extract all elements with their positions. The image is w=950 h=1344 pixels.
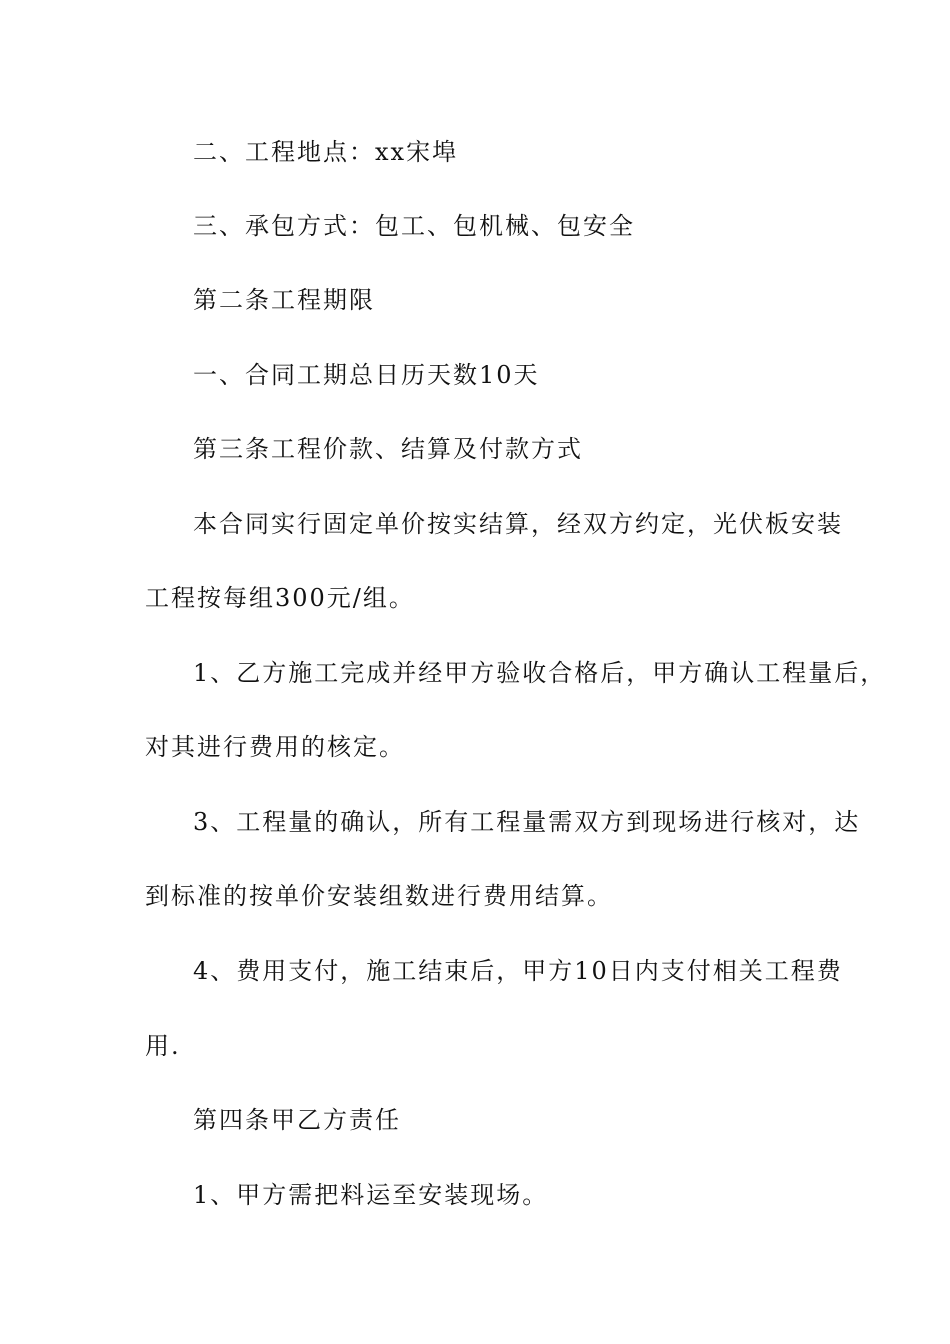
- article-heading-project-period: 第二条工程期限: [193, 286, 375, 314]
- clause-contract-method: 三、承包方式：包工、包机械、包安全: [193, 212, 635, 240]
- clause-project-location: 二、工程地点：xx宋埠: [193, 138, 459, 166]
- article-heading-responsibilities: 第四条甲乙方责任: [193, 1106, 401, 1134]
- item-payment-line1: 4、费用支付，施工结束后，甲方10日内支付相关工程费: [193, 957, 843, 985]
- item-acceptance-line2: 对其进行费用的核定。: [145, 733, 405, 761]
- paragraph-fixed-price-line2: 工程按每组300元/组。: [145, 584, 415, 612]
- item-quantity-confirmation-line1: 3、工程量的确认，所有工程量需双方到现场进行核对，达: [193, 808, 861, 836]
- item-payment-line2: 用.: [145, 1032, 181, 1060]
- article-heading-price-settlement: 第三条工程价款、结算及付款方式: [193, 435, 583, 463]
- item-material-delivery: 1、甲方需把料运至安装现场。: [193, 1181, 549, 1209]
- item-quantity-confirmation-line2: 到标准的按单价安装组数进行费用结算。: [145, 882, 613, 910]
- clause-total-days: 一、合同工期总日历天数10天: [193, 361, 540, 389]
- paragraph-fixed-price-line1: 本合同实行固定单价按实结算，经双方约定，光伏板安装: [193, 510, 843, 538]
- item-acceptance-line1: 1、乙方施工完成并经甲方验收合格后，甲方确认工程量后，: [193, 659, 887, 687]
